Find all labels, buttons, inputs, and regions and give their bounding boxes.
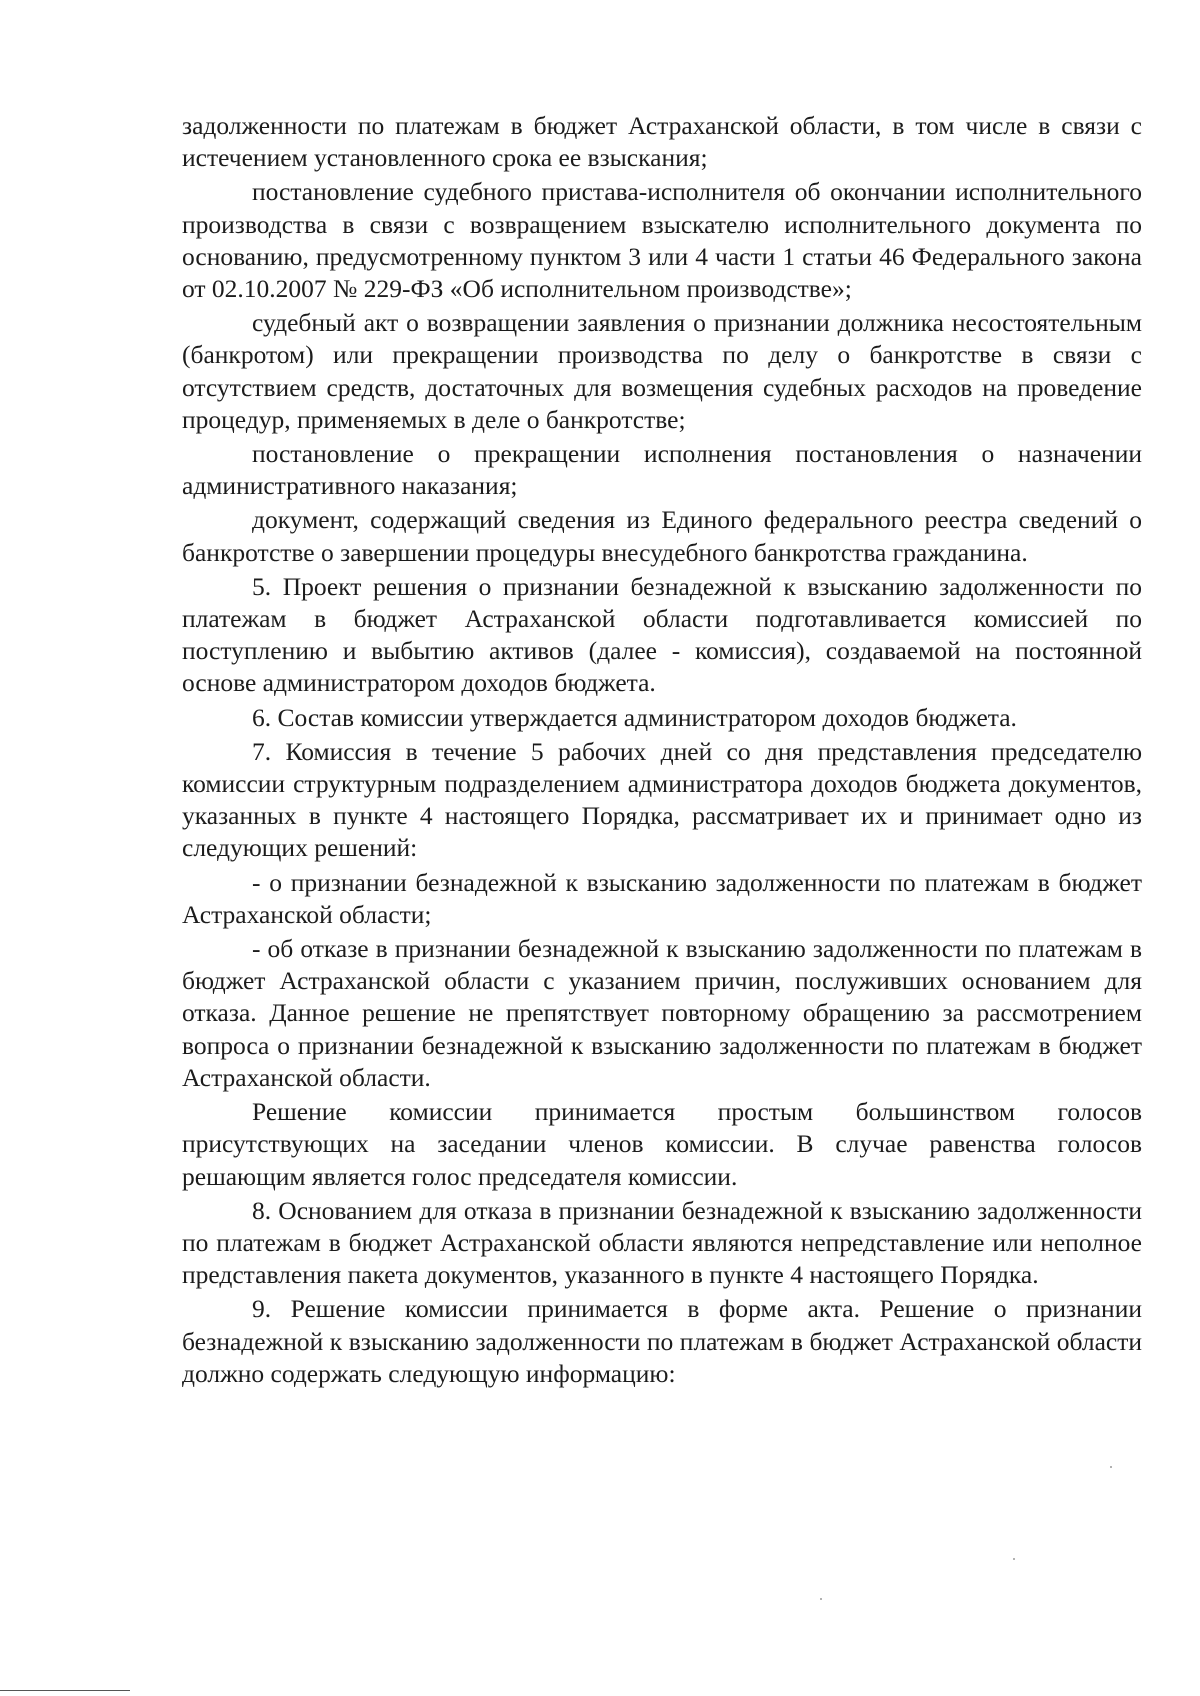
scan-speck [1013,1558,1015,1560]
document-body [182,110,1142,1392]
scan-speck [820,1598,822,1600]
scan-speck [1110,1466,1112,1468]
paragraph-debt-expiry: задолженности по платежам в бюджет Астраханской области, в том числе в связи с истечением установленного срока ее взыскания; [182,111,1142,173]
paragraph-item-5: 5. Проект решения о признании безнадежной к взысканию задолженности по платежам в бюджет Астраханской области подготавливается комиссией по поступлению и выбытию активов (далее - комиссия), создаваемой на постоянной основе администратором доходов бюджета. [182,571,1142,698]
paragraph-decision-recognize: - о признании безнадежной к взысканию задолженности по платежам в бюджет Астраханской области; [182,867,1142,929]
paragraph-item-7: 7. Комиссия в течение 5 рабочих дней со дня представления председателю комиссии структурным подразделением администратора доходов бюджета документов, указанных в пункте 4 настоящего Порядка, рассматривает их и принимает одно из следующих решений: [182,736,1142,863]
scan-edge-line [0,1690,130,1691]
paragraph-item-6: 6. Состав комиссии утверждается администратором доходов бюджета. [252,702,1017,732]
paragraph-item-9: 9. Решение комиссии принимается в форме акта. Решение о признании безнадежной к взысканию задолженности по платежам в бюджет Астраханской области должно содержать следующую информацию: [182,1294,1142,1388]
paragraph-decision-refuse: - об отказе в признании безнадежной к взысканию задолженности по платежам в бюджет Астраханской области с указанием причин, послуживших основанием для отказа. Данное решение не препятствует повторному обращению за рассмотрением вопроса о признании безнадежной к взысканию задолженности по платежам в бюджет Астраханской области. [182,934,1142,1092]
paragraph-court-act: судебный акт о возвращении заявления о признании должника несостоятельным (банкротом) или прекращении производства по делу о банкротстве в связи с отсутствием средств, достаточных для возмещения судебных расходов на проведение процедур, применяемых в деле о банкротстве; [182,308,1142,434]
paragraph-majority-vote: Решение комиссии принимается простым большинством голосов присутствующих на заседании членов комиссии. В случае равенства голосов решающим является голос председателя комиссии. [182,1097,1142,1191]
paragraph-bankruptcy-registry: документ, содержащий сведения из Единого федерального реестра сведений о банкротстве о завершении процедуры внесудебного банкротства гражданина. [182,505,1142,567]
paragraph-bailiff-resolution: постановление судебного пристава-исполнителя об окончании исполнительного производства в связи с возвращением взыскателю исполнительного документа по основанию, предусмотренному пунктом 3 или 4 части 1 статьи 46 Федерального закона от 02.10.2007 № 229-ФЗ «Об исполнительном производстве»; [182,177,1142,304]
paragraph-penalty-termination: постановление о прекращении исполнения постановления о назначении административного наказания; [182,439,1142,501]
paragraph-item-8: 8. Основанием для отказа в признании безнадежной к взысканию задолженности по платежам в бюджет Астраханской области являются непредставление или неполное представления пакета документов, указанного в пункте 4 настоящего Порядка. [182,1195,1142,1290]
